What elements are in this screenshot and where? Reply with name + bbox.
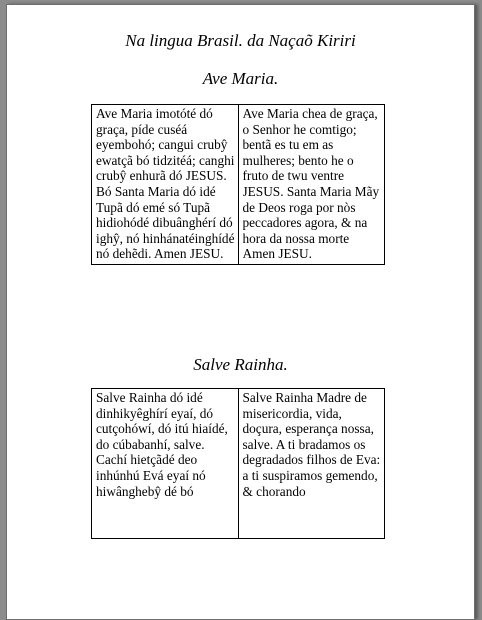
table-row [92, 105, 385, 265]
document-title: Na lingua Brasil. da Naçaõ Kiriri [125, 31, 356, 50]
kiriri-text: Salve Rainha dó idé dinhikyêghírí eyaí, dó cutçohówí, dó itú hiaídé, do cúbabanhí, salve. Cachí hietçãdé deo inhúnhú Evá eyaí nó hiwânghebŷ dé bó [96, 390, 228, 499]
document-page [6, 4, 475, 620]
section-heading-ave-maria: Ave Maria. [202, 69, 279, 88]
kiriri-text-cell [92, 389, 239, 539]
ave-maria-table [91, 104, 385, 265]
portuguese-text-cell [238, 389, 385, 539]
kiriri-text-cell [92, 105, 239, 265]
portuguese-text: Salve Rainha Madre de misericordia, vida, doçura, esperança nossa, salve. A ti bradamos os degradados filhos de Eva: a ti suspiramos gemendo, & chorando [242, 390, 381, 499]
table-row [92, 389, 385, 539]
portuguese-text-cell [238, 105, 385, 265]
salve-rainha-table [91, 388, 385, 539]
section-heading-salve-rainha: Salve Rainha. [193, 355, 288, 374]
kiriri-text: Ave Maria imotóté dó graça, píde cuséá eyembohó; cangui crubŷ ewatçã bó tidzitéá; canghi crubŷ enhurã dó JESUS. Bó Santa Maria dó idé Tupã dó emé só Tupã hidiohódé dibuânghérí dó ighŷ, nó hinhánatéinghídé nó dehẽdi. Amen JESU. [96, 106, 235, 262]
portuguese-text: Ave Maria chea de graça, o Senhor he comtigo; bentã es tu em as mulheres; bento he o fruto de twu ventre JESUS. Santa Maria Mãy de Deos roga por nòs peccadores agora, & na hora da nossa morte Amen JESU. [242, 106, 380, 262]
